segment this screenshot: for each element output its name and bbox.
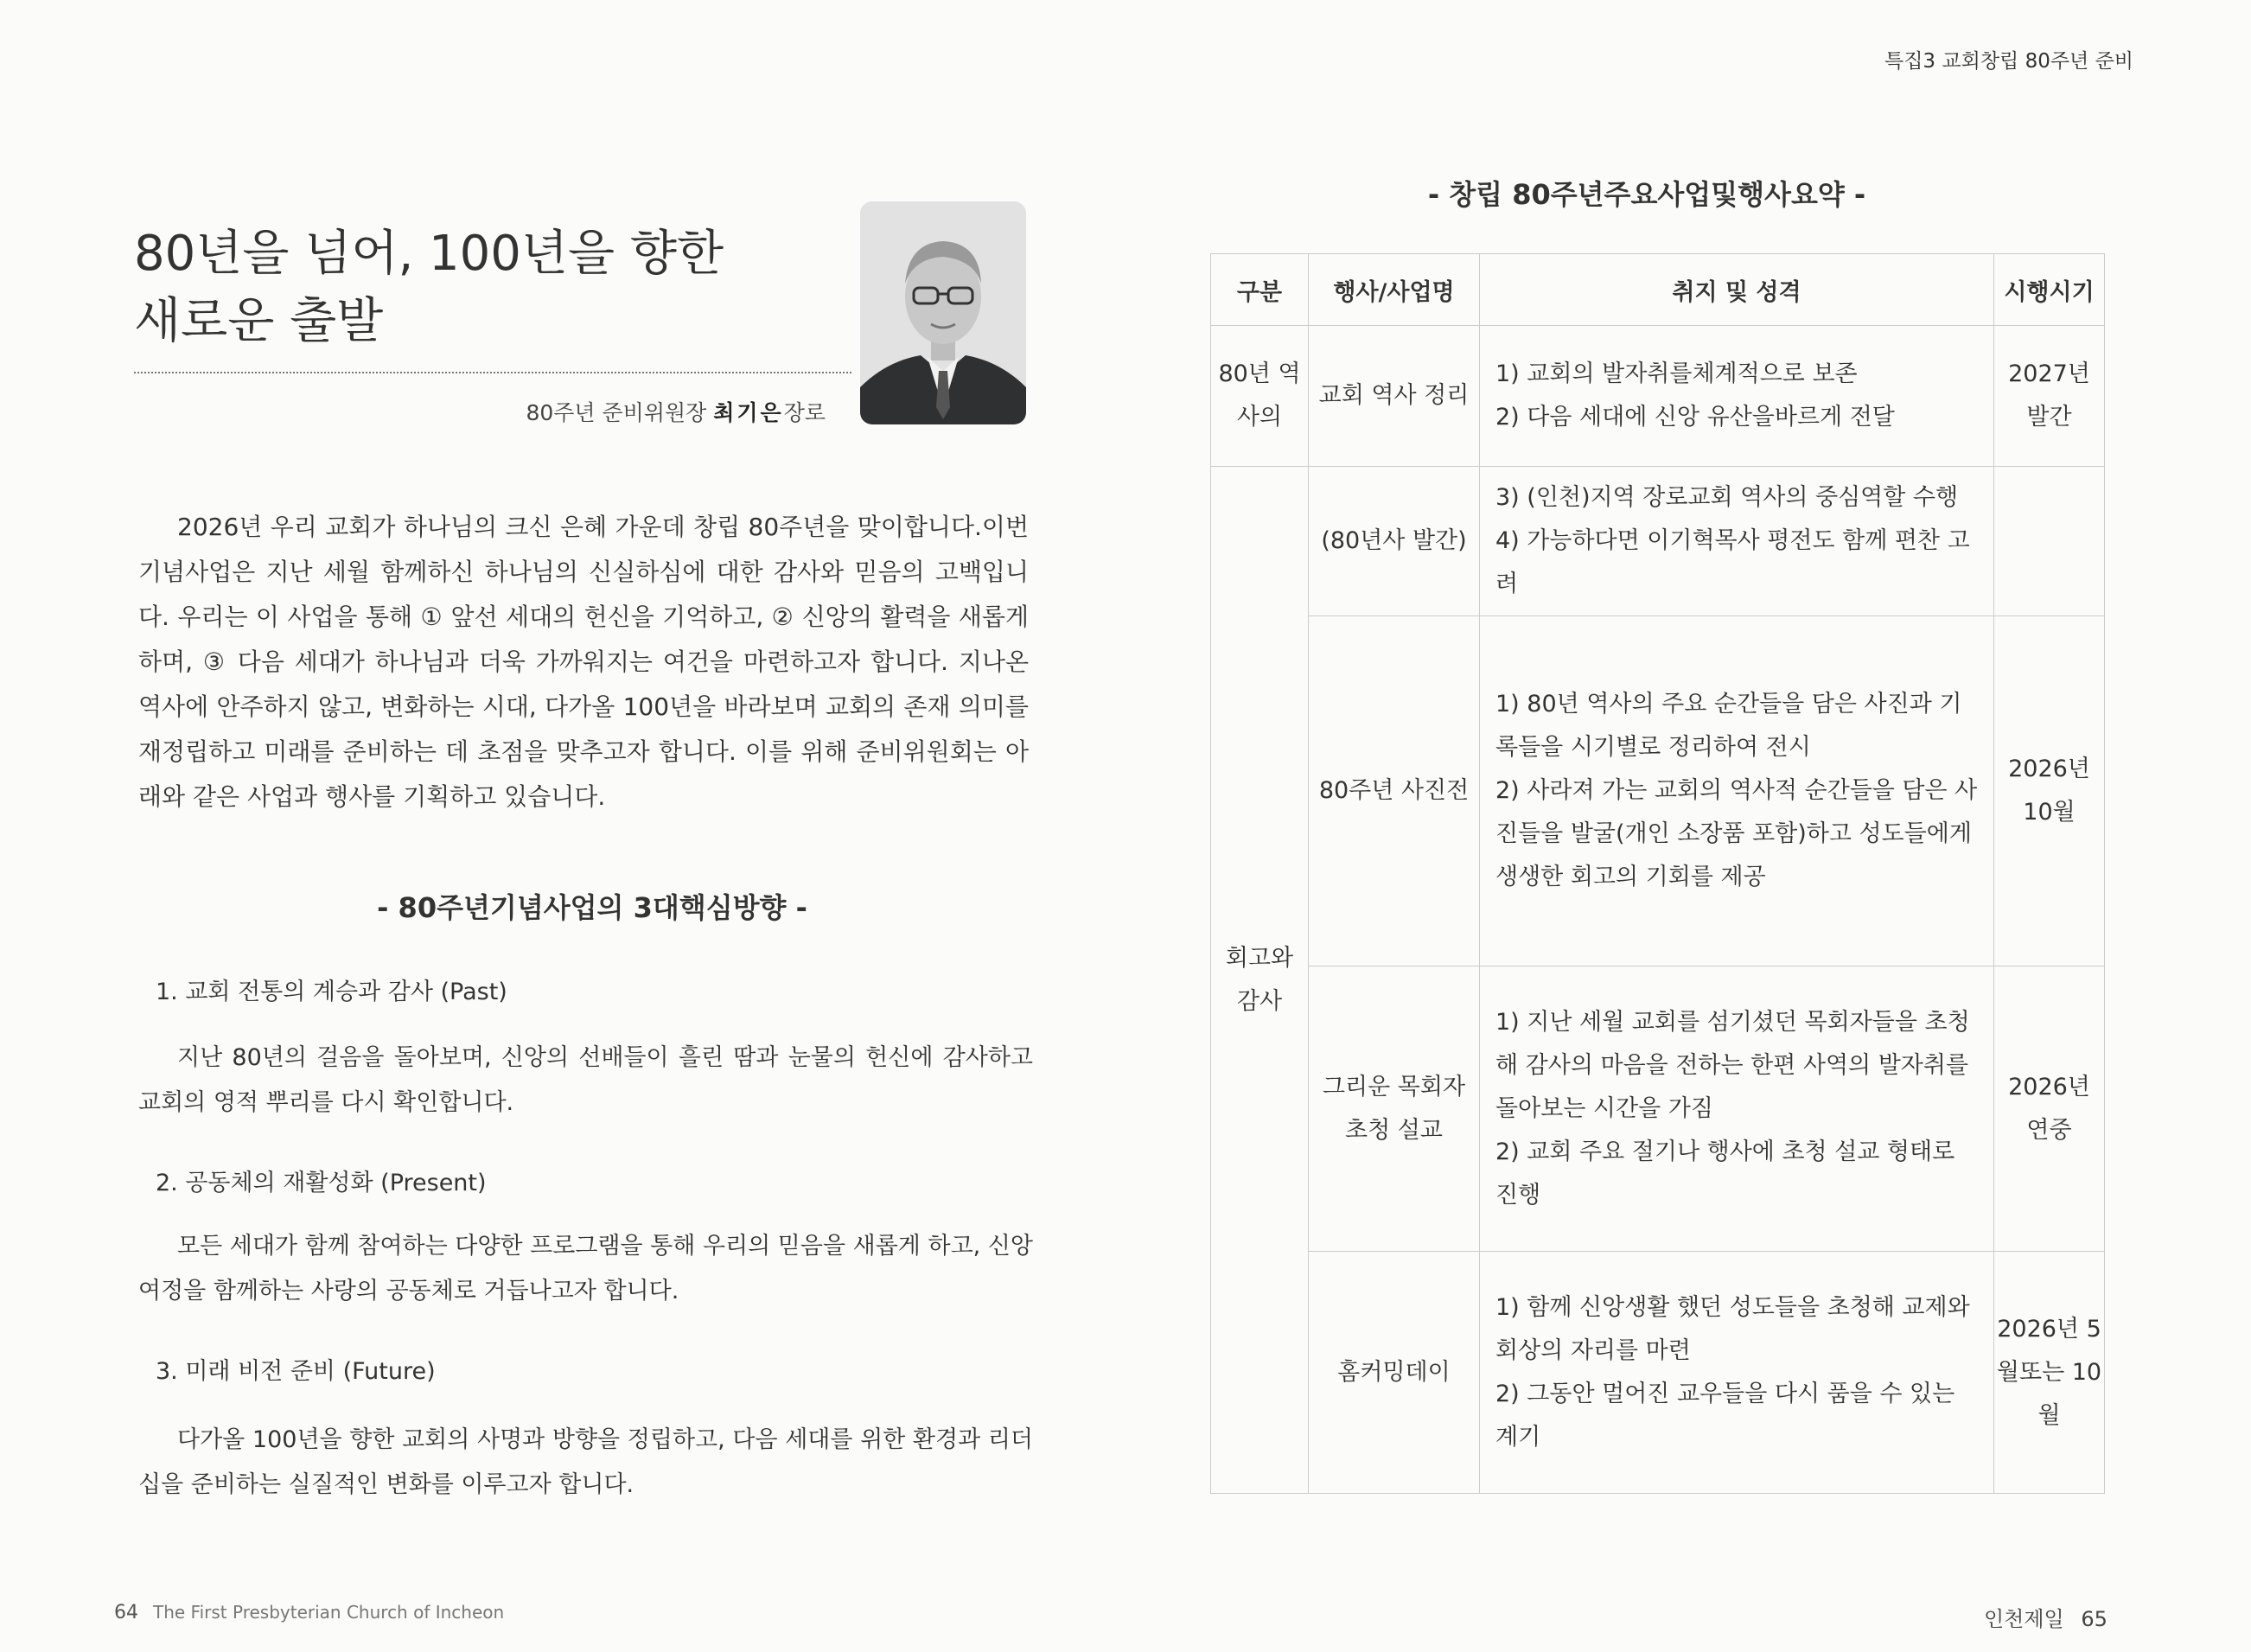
page-number-left: 64 bbox=[114, 1602, 138, 1623]
detail-line: 4) 가능하다면 이기혁목사 평전도 함께 편찬 고려 bbox=[1495, 527, 1970, 597]
detail-line: 2) 그동안 멀어진 교우들을 다시 품을 수 있는 계기 bbox=[1495, 1380, 1955, 1451]
events-table bbox=[1210, 253, 2105, 1494]
title-divider bbox=[134, 372, 851, 373]
table-row bbox=[1211, 1252, 2105, 1494]
footer-left bbox=[114, 1602, 504, 1623]
detail-line: 3) (인천)지역 장로교회 역사의 중심역할 수행 bbox=[1495, 484, 1959, 511]
byline-name: 최기은 bbox=[713, 400, 784, 425]
item-text-3: 다가올 100년을 향한 교회의 사명과 방향을 정립하고, 다음 세대를 위한 환경과 리더십을 준비하는 실질적인 변화를 이루고자 합니다. bbox=[138, 1426, 1033, 1498]
event-detail bbox=[1480, 966, 1994, 1252]
header-purpose: 취지 및 성격 bbox=[1480, 254, 1994, 326]
table-row bbox=[1211, 966, 2105, 1252]
item-heading-2: 2. 공동체의 재활성화 (Present) bbox=[156, 1170, 487, 1196]
author-photo bbox=[860, 201, 1026, 424]
title-line-2: 새로운 출발 bbox=[134, 293, 384, 349]
page-number-right: 65 bbox=[2081, 1607, 2108, 1631]
event-period bbox=[1994, 467, 2105, 616]
event-detail bbox=[1480, 326, 1994, 467]
event-period: 2026년 10월 bbox=[1994, 616, 2105, 966]
event-period: 2026년 연중 bbox=[1994, 966, 2105, 1252]
detail-line: 2) 다음 세대에 신앙 유산을바르게 전달 bbox=[1495, 404, 1895, 431]
event-name: (80년사 발간) bbox=[1309, 467, 1480, 616]
item-heading-3: 3. 미래 비전 준비 (Future) bbox=[156, 1358, 436, 1385]
byline-role: 80주년 준비위원장 bbox=[526, 400, 707, 425]
title-line-1: 80년을 넘어, 100년을 향한 bbox=[134, 226, 724, 282]
detail-line: 1) 지난 세월 교회를 섬기셨던 목회자들을 초청해 감사의 마음을 전하는 한편 사역의 발자취를 돌아보는 시간을 가짐 bbox=[1495, 1008, 1970, 1122]
event-period: 2026년 5월또는 10월 bbox=[1994, 1252, 2105, 1494]
intro-paragraph: 2026년 우리 교회가 하나님의 크신 은혜 가운데 창립 80주년을 맞이합니다.이번 기념사업은 지난 세월 함께하신 하나님의 신실하심에 대한 감사와 믿음의 고백입니다. 우리는 이 사업을 통해 ① 앞선 세대의 헌신을 기억하고, ② 신앙의 활력을 새롭게 하며, ③ 다음 세대가 하나님과 더욱 가까워지는 여건을 마련하고자 합니다. 지나온 역사에 안주하지 않고, 변화하는 시대, 다가올 100년을 바라보며 교회의 존재 의미를 재정립하고 미래를 준비하는 데 초점을 맞추고자 합니다. 이를 위해 준비위원회는 아래와 같은 사업과 행사를 기획하고 있습니다. bbox=[138, 513, 1029, 811]
table-header-row bbox=[1211, 254, 2105, 326]
byline bbox=[519, 396, 826, 427]
event-name: 그리운 목회자 초청 설교 bbox=[1309, 966, 1480, 1252]
category-cell-2: 회고와 감사 bbox=[1211, 467, 1309, 1494]
section-title: - 80주년기념사업의 3대핵심방향 - bbox=[377, 891, 807, 924]
item-text-1: 지난 80년의 걸음을 돌아보며, 신앙의 선배들이 흘린 땀과 눈물의 헌신에 감사하고 교회의 영적 뿌리를 다시 확인합니다. bbox=[138, 1044, 1033, 1116]
header-event-name: 행사/사업명 bbox=[1309, 254, 1480, 326]
event-detail bbox=[1480, 1252, 1994, 1494]
footer-magazine-name: 인천제일 bbox=[1984, 1607, 2064, 1631]
detail-line: 1) 교회의 발자취를체계적으로 보존 bbox=[1495, 360, 1858, 387]
article-title bbox=[134, 220, 724, 355]
table-row bbox=[1211, 326, 2105, 467]
detail-line: 2) 사라져 가는 교회의 역사적 순간들을 담은 사진들을 발굴(개인 소장품 포함)하고 성도들에게 생생한 회고의 기회를 제공 bbox=[1495, 777, 1978, 890]
table-row bbox=[1211, 467, 2105, 616]
category-cell-1: 80년 역사의 bbox=[1211, 326, 1309, 467]
footer-right bbox=[1984, 1602, 2108, 1632]
running-head: 특집3 교회창립 80주년 준비 bbox=[1884, 50, 2134, 73]
event-name: 홈커밍데이 bbox=[1309, 1252, 1480, 1494]
event-name: 80주년 사진전 bbox=[1309, 616, 1480, 966]
event-detail bbox=[1480, 467, 1994, 616]
table-row bbox=[1211, 616, 2105, 966]
event-detail bbox=[1480, 616, 1994, 966]
item-heading-1: 1. 교회 전통의 계승과 감사 (Past) bbox=[156, 979, 507, 1005]
header-category: 구분 bbox=[1211, 254, 1309, 326]
detail-line: 1) 80년 역사의 주요 순간들을 담은 사진과 기록들을 시기별로 정리하여 전시 bbox=[1495, 691, 1962, 761]
item-text-2: 모든 세대가 함께 참여하는 다양한 프로그램을 통해 우리의 믿음을 새롭게 하고, 신앙여정을 함께하는 사랑의 공동체로 거듭나고자 합니다. bbox=[138, 1233, 1033, 1304]
detail-line: 2) 교회 주요 절기나 행사에 초청 설교 형태로 진행 bbox=[1495, 1138, 1955, 1209]
event-period: 2027년 발간 bbox=[1994, 326, 2105, 467]
event-name: 교회 역사 정리 bbox=[1309, 326, 1480, 467]
table-title: - 창립 80주년주요사업및행사요약 - bbox=[1427, 178, 1866, 211]
footer-church-name: The First Presbyterian Church of Incheon bbox=[153, 1602, 505, 1623]
detail-line: 1) 함께 신앙생활 했던 성도들을 초청해 교제와 회상의 자리를 마련 bbox=[1495, 1293, 1970, 1364]
header-period: 시행시기 bbox=[1994, 254, 2105, 326]
byline-suffix: 장로 bbox=[783, 400, 826, 425]
